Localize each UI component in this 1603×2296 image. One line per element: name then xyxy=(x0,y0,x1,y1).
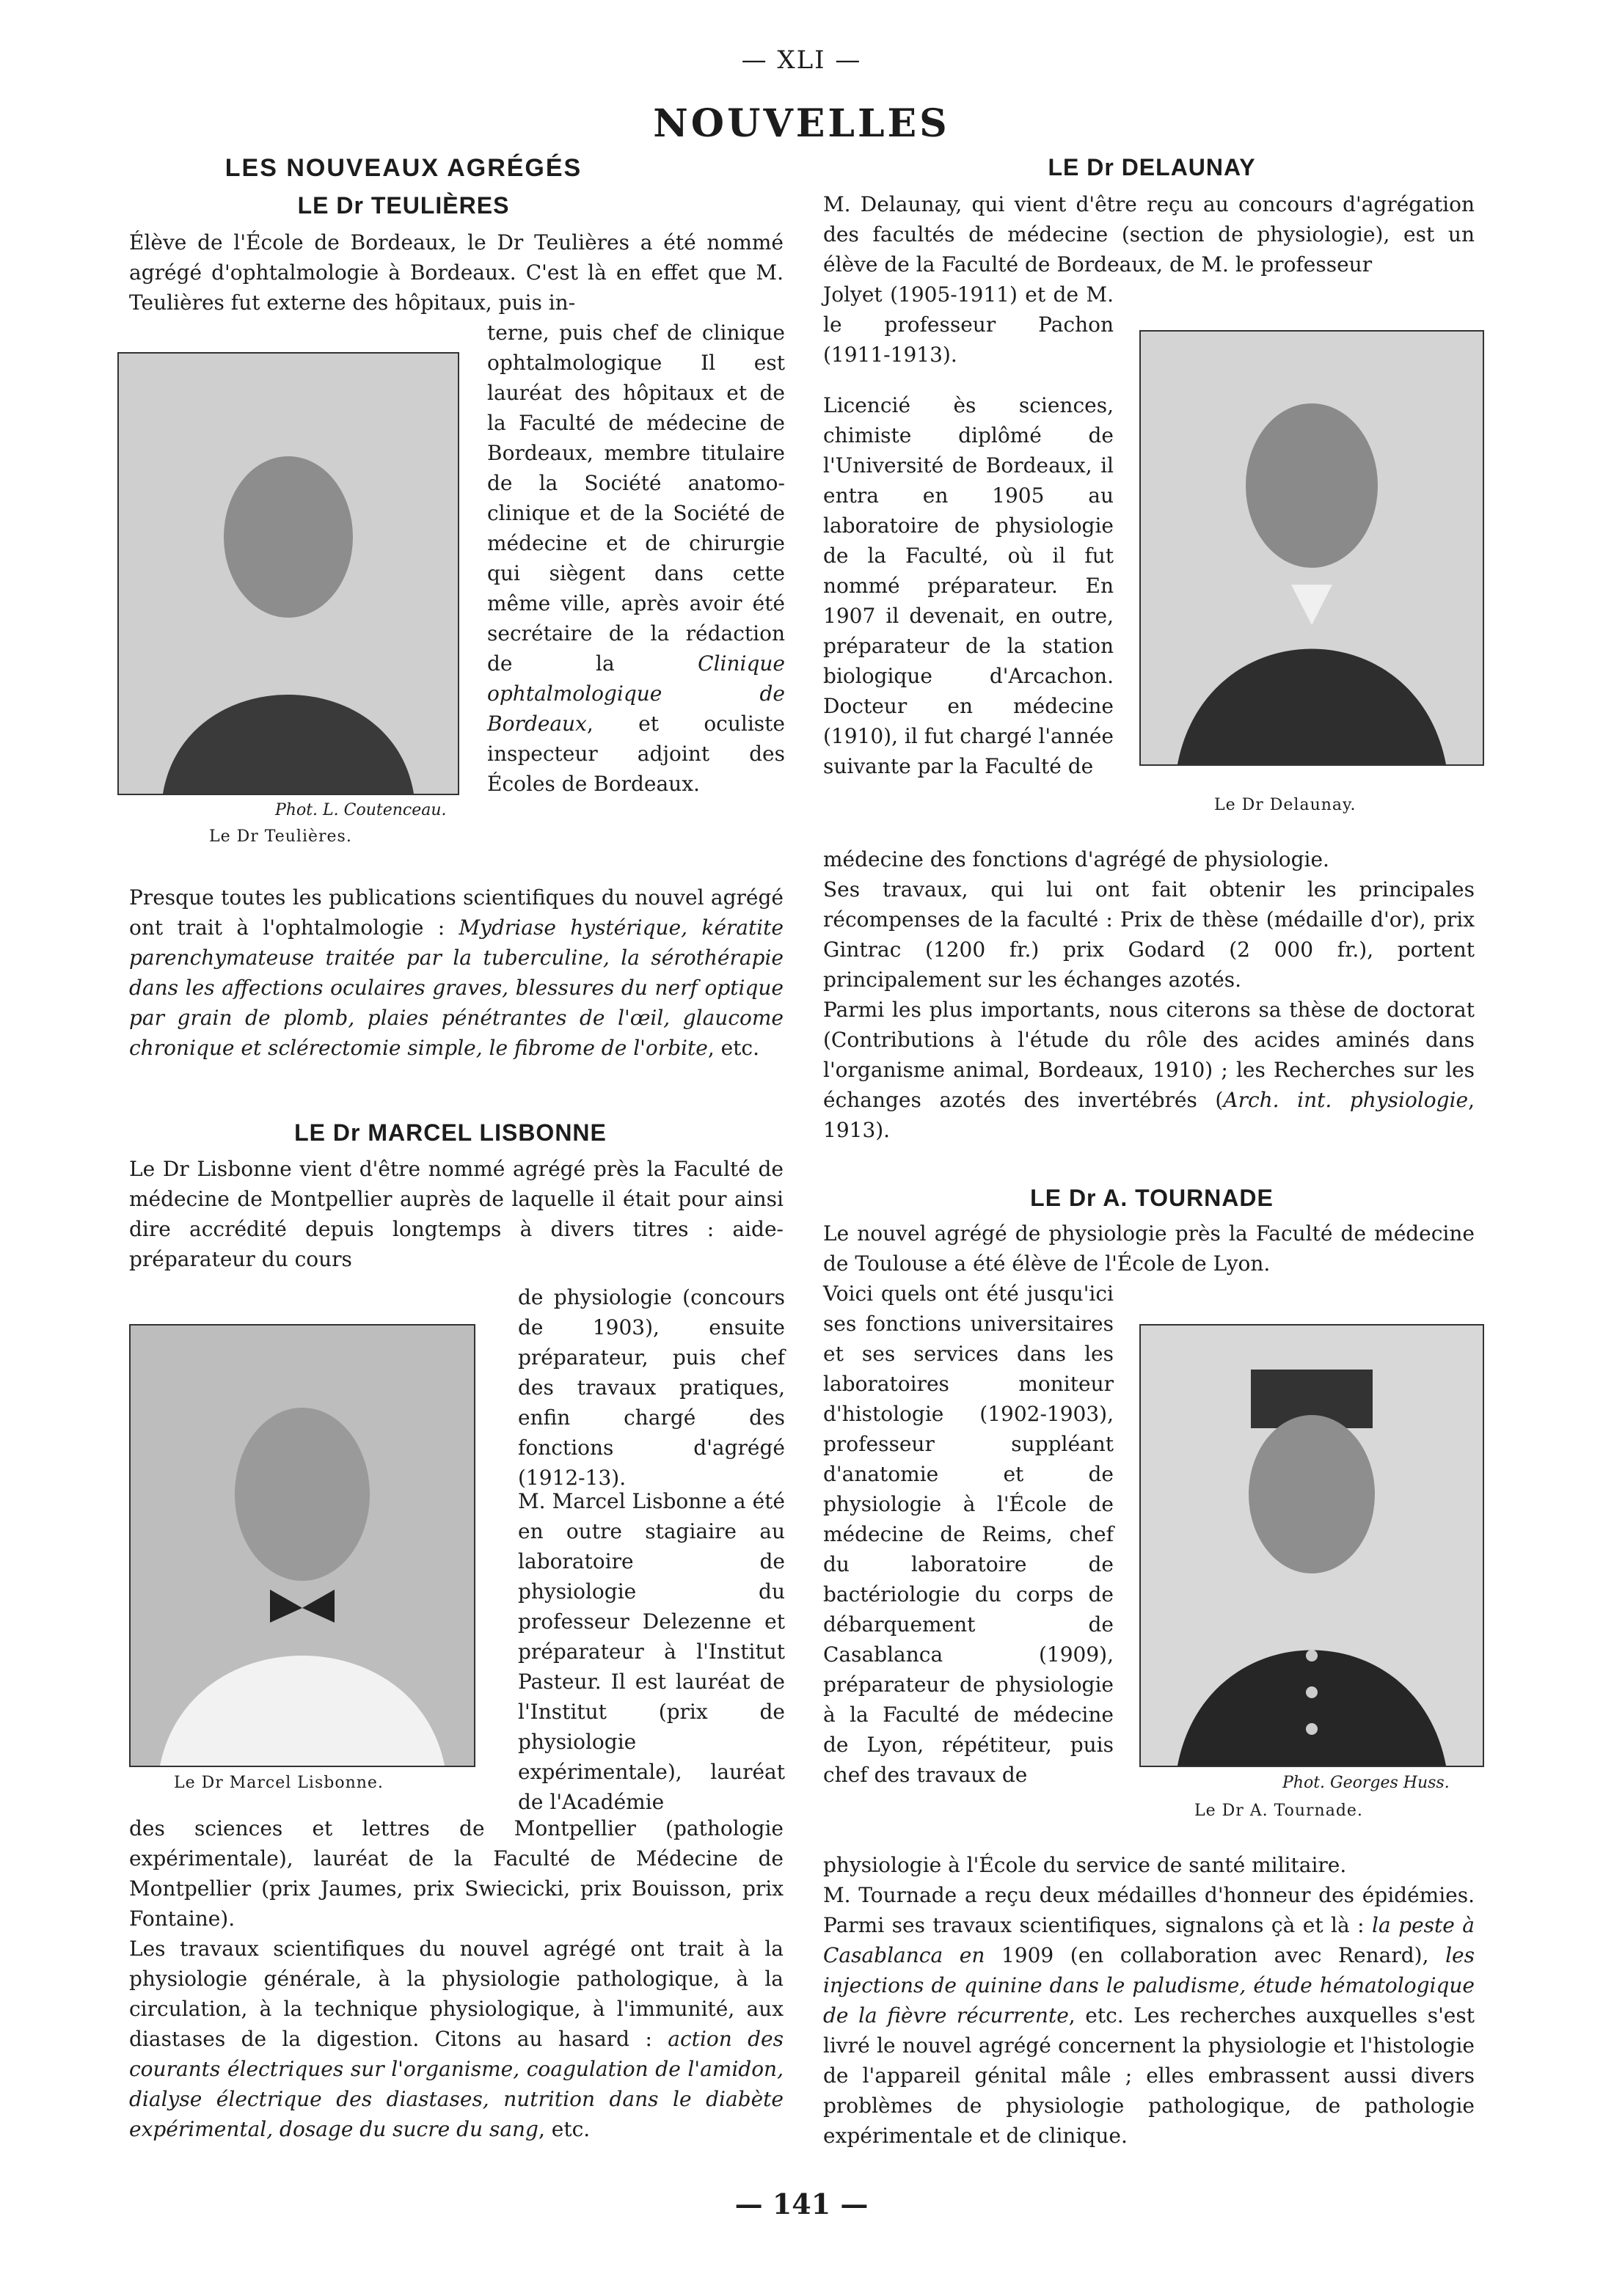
teulieres-heading: LE Dr TEULIÈRES xyxy=(297,192,510,219)
delaunay-thesis-end: , 1913). xyxy=(823,1088,1475,1142)
portrait-figure-icon xyxy=(131,1326,474,1766)
lisbonne-prizes: des sciences et lettres de Montpellier (pathologie expérimentale), lauréat de la Faculté de Médecine de Montpellier (prix Jaumes, prix Swiecicki, prix Bouisson, prix Fontaine). xyxy=(129,1816,784,1931)
tournade-photo-credit: Phot. Georges Huss. xyxy=(1282,1774,1450,1792)
tournade-works-mid: 1909 (en collaboration avec Renard), xyxy=(985,1943,1446,1967)
teulieres-career-end: , et oculiste inspecteur adjoint des Écoles de Bordeaux. xyxy=(487,712,785,796)
delaunay-career: Licencié ès sciences, chimiste diplômé de l'Université de Bordeaux, il entra en 1905 au laboratoire de physiologie de la Faculté, où il fut nommé préparateur. En 1907 il devenait, en outre, préparateur de la station biologique d'Arcachon. Docteur en médecine (1910), il fut chargé l'année suivante par la Faculté de xyxy=(823,393,1114,778)
running-header: — XLI — xyxy=(741,45,862,75)
lisbonne-works xyxy=(129,1934,784,2144)
lisbonne-intro: Le Dr Lisbonne vient d'être nommé agrégé près la Faculté de médecine de Montpellier auprès de laquelle il était pour ainsi dire accrédité depuis longtemps à divers titres : aide- préparateur du cours xyxy=(129,1157,784,1271)
delaunay-caption: Le Dr Delaunay. xyxy=(1214,796,1356,814)
lisbonne-caption: Le Dr Marcel Lisbonne. xyxy=(174,1774,384,1792)
teulieres-portrait xyxy=(117,352,459,795)
teulieres-career-text: terne, puis chef de clinique ophtalmologique Il est lauréat des hôpitaux et de la Faculté de médecine de Bordeaux, membre titulaire de la Société anatomo-clinique et de la Société de médecine et de chirurgie qui siègent dans cette même ville, après avoir été secrétaire de la rédaction de la xyxy=(487,321,785,676)
teulieres-caption: Le Dr Teulières. xyxy=(209,827,352,846)
tournade-works-title2: les injections de quinine dans le paludisme, étude hématologique de la fièvre récurrente xyxy=(823,1943,1475,2028)
teulieres-publications xyxy=(129,882,784,1063)
tournade-caption: Le Dr A. Tournade. xyxy=(1194,1802,1363,1820)
page-title: NOUVELLES xyxy=(653,101,950,146)
lisbonne-heading: LE Dr MARCEL LISBONNE xyxy=(294,1119,607,1146)
lisbonne-career: de physiologie (concours de 1903), ensuite préparateur, puis chef des travaux pratiques, enfin chargé des fonctions d'agrégé (1912-13). xyxy=(518,1285,785,1490)
delaunay-journal: Arch. int. physiologie xyxy=(1223,1088,1469,1112)
teulieres-publications-end: , etc. xyxy=(707,1036,760,1060)
lisbonne-works-intro: Les travaux scientifiques du nouvel agrégé ont trait à la physiologie générale, à la physiologie pathologique, à la circulation, à la technique physiologique, à l'immunité, aux diastases de la digestion. Citons au hasard : xyxy=(129,1937,784,2051)
teulieres-journal: Clinique ophtalmologique de Bordeaux xyxy=(487,651,785,736)
lisbonne-institut: M. Marcel Lisbonne a été en outre stagiaire au laboratoire de physiologie du professeur Delezenne et préparateur à l'Institut Pasteur. Il est lauréat de l'Institut (prix de physiologie expérimentale), lauréat de l'Académie xyxy=(518,1489,785,1814)
tournade-intro: Le nouvel agrégé de physiologie près la Faculté de médecine de Toulouse a été élève de l'École de Lyon. xyxy=(823,1221,1475,1276)
tournade-portrait xyxy=(1139,1324,1484,1767)
delaunay-intro: M. Delaunay, qui vient d'être reçu au concours d'agrégation des facultés de médecine (section de physiologie), est un élève de la Faculté de Bordeaux, de M. le professeur xyxy=(823,192,1475,277)
portrait-figure-icon xyxy=(119,354,458,794)
teulieres-intro: Élève de l'École de Bordeaux, le Dr Teulières a été nommé agrégé d'ophtalmologie à Bordeaux. C'est là en effet que M. Teulières fut externe des hôpitaux, puis in- xyxy=(129,230,784,315)
tournade-works-end: , etc. Les recherches auxquelles s'est livré le nouvel agrégé concernent la physiologie et l'histologie de l'appareil génital mâle ; elles embrassent aussi divers problèmes de physiologie pathologique, de pathologie expérimentale et de clinique. xyxy=(823,2003,1475,2148)
teulieres-publications-list: Mydriase hystérique, kératite parenchymateuse traitée par la tuberculine, la sérothérapie dans les affections oculaires graves, blessures du nerf optique par grain de plomb, plaies pénétrantes de l'œil, glaucome chronique et sclérectomie simple, le fibrome de l'orbite xyxy=(129,915,784,1060)
delaunay-portrait xyxy=(1139,330,1484,766)
delaunay-heading: LE Dr DELAUNAY xyxy=(1048,154,1256,180)
tournade-works-title1: la peste à Casablanca en xyxy=(823,1913,1475,1967)
page-number: — 141 — xyxy=(734,2187,869,2220)
teulieres-career xyxy=(487,318,785,799)
lisbonne-works-end: , etc. xyxy=(538,2117,591,2141)
lisbonne-works-list: action des courants électriques sur l'organisme, coagulation de l'amidon, dialyse électrique des diastases, nutrition dans le diabète expérimental, dosage du sucre du sang xyxy=(129,2027,784,2141)
portrait-figure-icon xyxy=(1141,1326,1483,1766)
tournade-career: Voici quels ont été jusqu'ici ses fonctions universitaires et ses services dans les laboratoires moniteur d'histologie (1902-1903), professeur suppléant d'anatomie et de physiologie à l'École de médecine de Reims, chef du laboratoire de bactériologie du corps de débarquement de Casablanca (1909), préparateur de physiologie à la Faculté de médecine de Lyon, répétiteur, puis chef des travaux de xyxy=(823,1282,1114,1787)
teulieres-photo-credit: Phot. L. Coutenceau. xyxy=(275,801,447,819)
lisbonne-portrait xyxy=(129,1324,475,1767)
delaunay-thesis-text: Parmi les plus importants, nous citerons sa thèse de doctorat (Contributions à l'étude du rôle des acides aminés dans l'organisme animal, Bordeaux, 1910) ; les Recherches sur les échanges azotés des invertébrés ( xyxy=(823,998,1475,1112)
tournade-works-intro: M. Tournade a reçu deux médailles d'honneur des épidémies. Parmi ses travaux scientifiques, signalons çà et là : xyxy=(823,1883,1475,1937)
tournade-career-end: physiologie à l'École du service de santé militaire. xyxy=(823,1853,1347,1877)
teulieres-publications-intro: Presque toutes les publications scientifiques du nouvel agrégé ont trait à l'ophtalmologie : xyxy=(129,885,784,940)
tournade-works xyxy=(823,1880,1475,2151)
delaunay-studies: Jolyet (1905-1911) et de M. le professeur Pachon (1911-1913). xyxy=(823,282,1114,367)
portrait-figure-icon xyxy=(1141,332,1483,764)
delaunay-career-end: médecine des fonctions d'agrégé de physiologie. xyxy=(823,847,1329,871)
tournade-heading: LE Dr A. TOURNADE xyxy=(1030,1185,1274,1211)
section-title: LES NOUVEAUX AGRÉGÉS xyxy=(224,154,583,182)
delaunay-thesis xyxy=(823,995,1475,1145)
delaunay-prizes: Ses travaux, qui lui ont fait obtenir les principales récompenses de la faculté : Prix de thèse (médaille d'or), prix Gintrac (1200 fr.) prix Godard (2 000 fr.), portent principalement sur les échanges azotés. xyxy=(823,877,1475,992)
